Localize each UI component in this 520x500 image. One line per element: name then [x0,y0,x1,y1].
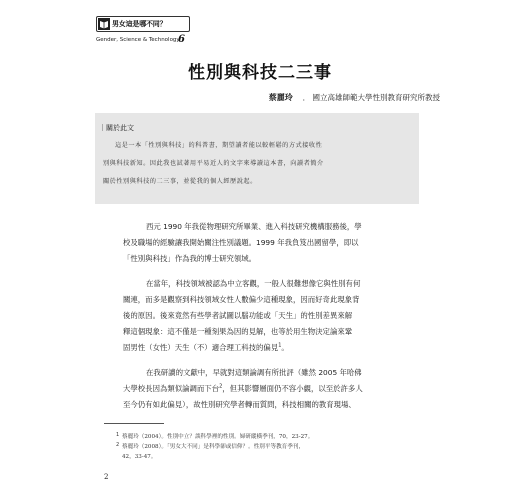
abstract-line: 關於性別與科技的二三事，並從我的個人經歷說起。 [103,178,257,185]
author-name: 蔡麗玲 [268,93,293,102]
body-line: 關連，而多是觀察到科技領域女性人數偏少這種現象，因而好奇此現象背 [123,295,360,304]
book-icon [98,18,110,30]
footnote-number: 1 [116,432,120,438]
body-line: 至今仍有如此偏見），故性別研究學者轉而質問，科技相關的教育現場、 [123,400,356,409]
abstract-heading: ｜關於此文 [99,124,134,132]
footnote-marker: 1 [278,342,282,349]
series-banner [96,16,190,32]
series-logo [96,16,192,56]
footnote-number: 2 [116,442,120,448]
author-affiliation: 國立高雄師範大學性別教育研究所教授 [312,93,440,102]
series-subtitle: Gender, Science & Technology [96,37,180,43]
body-line: 校及職場的經驗讓我開始關注性別議題。1999 年我負笈出國留學，即以 [123,238,359,247]
author-line [269,92,440,103]
article-title: 性別與科技二三事 [188,63,332,83]
page-number: 2 [104,473,109,481]
body-line: 「性別與科技」作為我的博士研究領域。 [123,254,257,263]
body-line: 西元 1990 年我從物理研究所畢業、進入科技研究機構服務後，學 [146,222,362,231]
body-line: 在我研讀的文獻中，早就對這類論調有所批評（雖然 2005 年哈佛 [146,368,362,377]
footnote-marker: 2 [219,383,223,390]
body-line: 釋這個現象：這不僅是一種刻果為因的見解，也等於用生物決定論來鞏 [123,327,353,336]
abstract-box [95,113,419,204]
body-line: 大學校長因為類似論調而下台$^2$，但其影響層面仍不容小覷，以至於許多人 [123,383,363,393]
body-line: 固男性（女性）天生（不）適合理工科技的偏見$^1$。 [123,342,289,352]
footnote: 42，33-47。 [122,454,157,460]
footnote-divider [104,423,164,424]
footnote: 蔡麗玲（2004）。性別中立？談科學裡的性別。婦研縱橫季刊，70，23-27。 [122,434,314,440]
series-number: 6 [178,34,185,45]
abstract-line: 別與科技新知。因此我也試著用平易近人的文字來導讀這本書，向讀者簡介 [103,160,324,167]
body-line: 在當年，科技領域被認為中立客觀，一般人很難想像它與性別有何 [146,279,361,288]
series-title: 男女這是哪不同？ [112,20,167,28]
body-line: 後的原因。後來竟然有些學者試圖以腦功能或「天生」的性別差異來解 [123,311,353,320]
author-separator: ． [295,93,311,102]
abstract-line: 這是一本「性別與科技」的科普書，期望讀者能以較輕鬆的方式接收性 [115,142,323,149]
footnote: 蔡麗玲（2008）。「男女大不同」是科學卻或信仰？。性別平等教育季刊， [122,444,305,450]
